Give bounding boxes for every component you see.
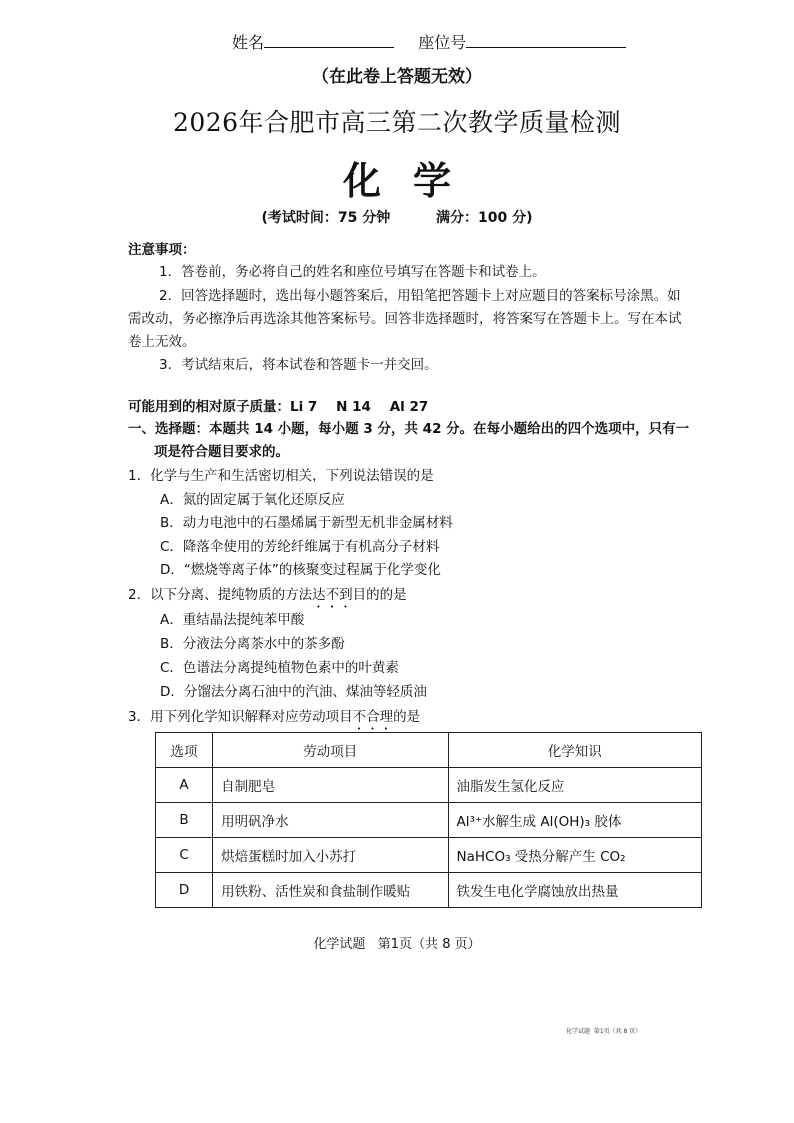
seat-label: 座位号: [418, 33, 467, 52]
exam-timing: [0, 207, 794, 227]
q2-stem-after: 目的的是: [352, 587, 407, 603]
q3-row-b-labor: 用明矾净水: [213, 803, 448, 838]
q3-header-labor: 劳动项目: [213, 733, 448, 768]
q2-option-d: D．分馏法分离石油中的汽油、煤油等轻质油: [160, 684, 427, 700]
score-info: 满分：100 分): [436, 210, 533, 226]
q3-row-a-option: A: [156, 768, 213, 803]
page-footer-small: 化学试题 第1页（共 8 页）: [566, 1028, 642, 1035]
q2-option-a: A．重结晶法提纯苯甲酸: [160, 612, 305, 628]
table-row: [156, 838, 702, 873]
q3-table: [155, 732, 702, 908]
table-row: [156, 873, 702, 908]
notice-heading: 注意事项：: [128, 242, 196, 258]
name-blank: [264, 33, 394, 48]
q1-option-a: A．氮的固定属于氧化还原反应: [160, 492, 345, 508]
q3-row-c-option: C: [156, 838, 213, 873]
exam-title: 2026年合肥市高三第二次教学质量检测: [172, 108, 622, 137]
atomic-masses: 可能用到的相对原子质量：Li 7 N 14 Al 27: [128, 399, 429, 415]
q2-option-b: B．分液法分离茶水中的茶多酚: [160, 636, 345, 652]
q3-row-a-knowledge: 油脂发生氢化反应: [448, 768, 701, 803]
q1-stem: 1．化学与生产和生活密切相关，下列说法错误的是: [128, 468, 434, 484]
q3-stem-after: 的是: [393, 709, 421, 725]
q3-row-d-option: D: [156, 873, 213, 908]
page-footer: 化学试题 第1页（共 8 页）: [313, 937, 481, 952]
q3-stem-before: 3．用下列化学知识解释对应劳动项目: [128, 709, 353, 725]
notice-item-3: 3．考试结束后，将本试卷和答题卡一并交回。: [159, 357, 438, 373]
q3-row-c-knowledge: NaHCO₃ 受热分解产生 CO₂: [448, 838, 701, 873]
q1-option-b: B．动力电池中的石墨烯属于新型无机非金属材料: [160, 515, 453, 531]
seat-blank: [466, 33, 626, 48]
notice-item-2: 2．回答选择题时，选出每小题答案后，用铅笔把答题卡上对应题目的答案标号涂黑。如: [159, 288, 681, 304]
q3-header-knowledge: 化学知识: [448, 733, 701, 768]
q1-option-d: D．“燃烧等离子体”的核聚变过程属于化学变化: [160, 562, 441, 578]
q3-row-a-labor: 自制肥皂: [213, 768, 448, 803]
q2-option-c: C．色谱法分离提纯植物色素中的叶黄素: [160, 660, 399, 676]
q3-stem-emphasis: 不合理: [352, 709, 394, 725]
q3-stem: [128, 705, 738, 733]
q3-row-b-knowledge: Al³⁺水解生成 Al(OH)₃ 胶体: [448, 803, 701, 838]
time-info: (考试时间：75 分钟: [261, 210, 391, 226]
q3-row-d-knowledge: 铁发生电化学腐蚀放出热量: [448, 873, 701, 908]
invalid-notice: （在此卷上答题无效）: [312, 67, 482, 87]
table-row: [156, 803, 702, 838]
subject-title: 化学: [342, 159, 483, 203]
section-1-line-2: 项是符合题目要求的。: [154, 444, 289, 460]
q1-option-c: C．降落伞使用的芳纶纤维属于有机高分子材料: [160, 539, 440, 555]
q2-stem-before: 2．以下分离、提纯物质的方法: [128, 587, 313, 603]
q2-stem-emphasis: 达不到: [312, 587, 353, 603]
name-label: 姓名: [232, 33, 265, 52]
q3-row-b-option: B: [156, 803, 213, 838]
notice-item-2-end: 卷上无效。: [128, 334, 196, 350]
notice-item-1: 1．答卷前，务必将自己的姓名和座位号填写在答题卡和试卷上。: [159, 264, 546, 280]
table-row: [156, 768, 702, 803]
q3-header-option: 选项: [156, 733, 213, 768]
section-1-line-1: 一、选择题：本题共 14 小题，每小题 3 分，共 42 分。在每小题给出的四个选项中，只有一: [128, 421, 690, 437]
q3-table-header-row: [156, 733, 702, 768]
candidate-info-line: [232, 30, 626, 53]
q3-row-c-labor: 烘焙蛋糕时加入小苏打: [213, 838, 448, 873]
notice-item-2-cont: 需改动，务必擦净后再选涂其他答案标号。回答非选择题时，将答案写在答题卡上。写在本试: [128, 311, 682, 327]
q2-stem: [128, 583, 738, 611]
q3-row-d-labor: 用铁粉、活性炭和食盐制作暖贴: [213, 873, 448, 908]
